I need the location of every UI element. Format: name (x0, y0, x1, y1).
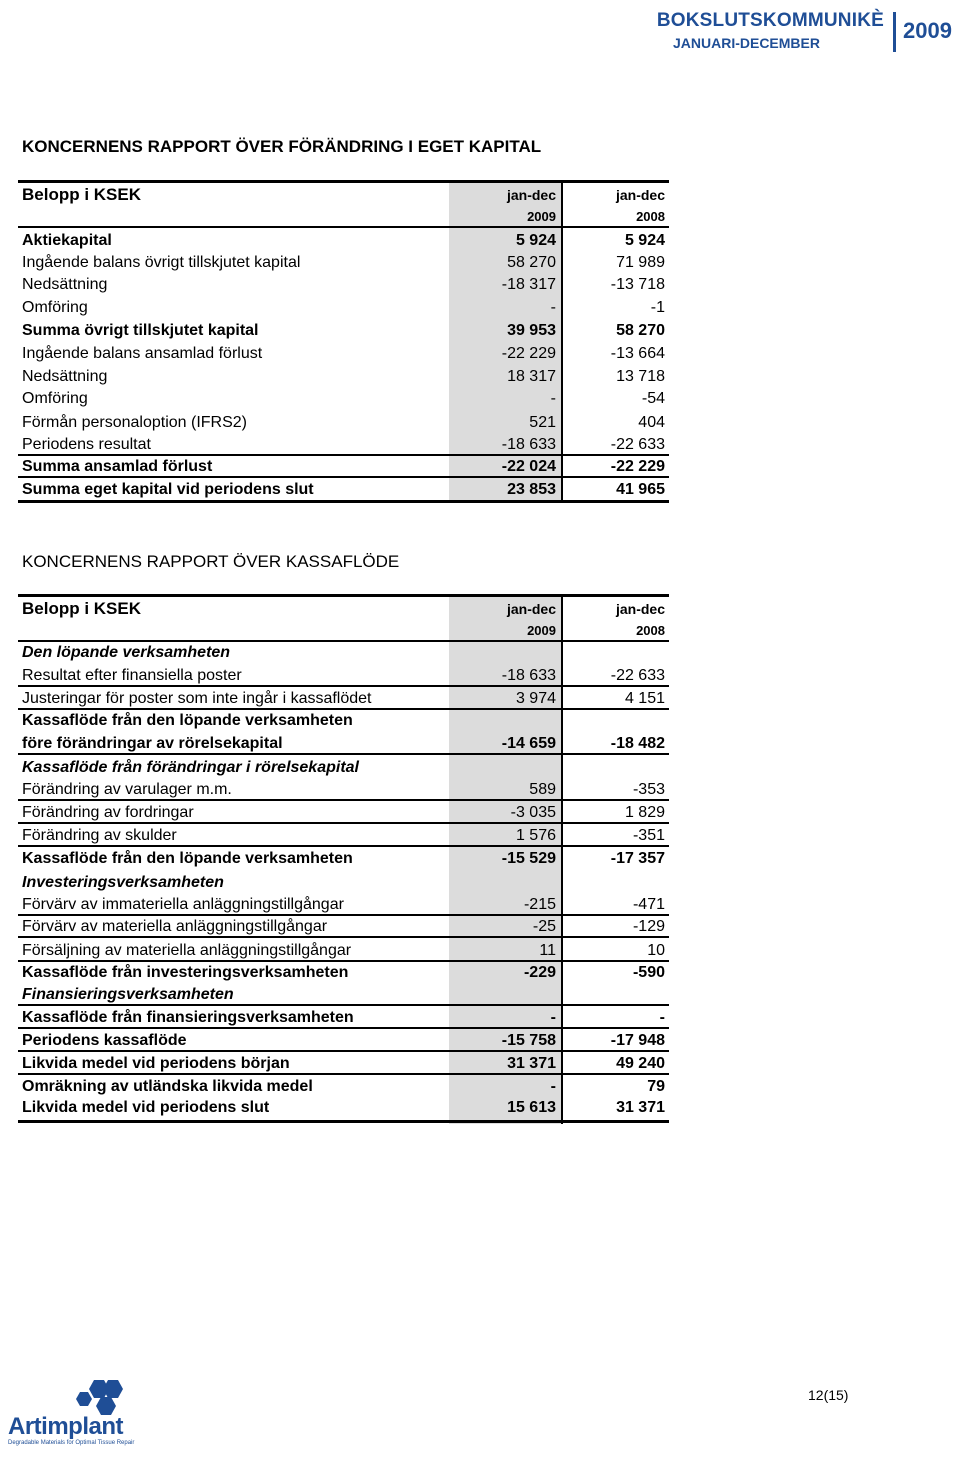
row-value-2008: -353 (632, 781, 665, 798)
row-label: Omräkning av utländska likvida medel (22, 1078, 313, 1095)
row-label: Försäljning av materiella anläggningstillgångar (22, 942, 352, 959)
equity-table (18, 180, 669, 503)
equity-heading: Belopp i KSEK (22, 185, 142, 204)
row-value-2009: -22 024 (501, 458, 556, 475)
row-value-2009: 3 974 (515, 690, 556, 707)
cashflow-heading: Belopp i KSEK (22, 599, 142, 618)
row-value-2009: -3 035 (510, 804, 556, 821)
row-label: före förändringar av rörelsekapital (22, 735, 283, 752)
cashflow-year-row (18, 620, 669, 642)
row-label: Nedsättning (22, 368, 108, 385)
row-value-2008: -1 (650, 299, 665, 316)
row-value-2008: -54 (641, 390, 665, 407)
row-value-2008: -590 (632, 964, 665, 981)
row-value-2009: 18 317 (507, 368, 556, 385)
row-value-2009: - (550, 1009, 556, 1026)
table-row (18, 1053, 669, 1075)
cashflow-section-title: KONCERNENS RAPPORT ÖVER KASSAFLÖDE (22, 552, 400, 571)
row-label: Likvida medel vid periodens slut (22, 1099, 270, 1116)
table-row (18, 1030, 669, 1052)
table-top-rule (18, 180, 669, 183)
row-value-2008: 5 924 (624, 232, 665, 249)
row-value-2009: -18 633 (501, 436, 556, 453)
table-row (18, 916, 669, 938)
table-row (18, 343, 669, 365)
row-value-2008: - (659, 1009, 665, 1026)
row-value-2008: -471 (632, 896, 665, 913)
table-row (18, 412, 669, 434)
row-value-2008: -129 (632, 918, 665, 935)
table-bottom-rule (18, 1120, 669, 1123)
report-year: 2009 (903, 18, 952, 43)
row-value-2009: -25 (532, 918, 556, 935)
row-label: Justeringar för poster som inte ingår i kassaflödet (22, 690, 372, 707)
table-row (18, 665, 669, 687)
row-value-2009: -18 317 (501, 276, 556, 293)
col2-period: jan-dec (615, 601, 665, 617)
row-value-2008: -22 633 (610, 436, 665, 453)
row-value-2009: -215 (523, 896, 556, 913)
row-label: Summa eget kapital vid periodens slut (22, 481, 314, 498)
row-label: Förändring av skulder (22, 827, 177, 844)
row-label: Ingående balans ansamlad förlust (22, 345, 263, 362)
row-value-2008: 58 270 (616, 322, 665, 339)
row-value-2009: 1 576 (515, 827, 556, 844)
report-header (626, 8, 956, 54)
table-row (18, 274, 669, 296)
row-label: Periodens resultat (22, 436, 151, 453)
table-row (18, 962, 669, 984)
report-title: BOKSLUTSKOMMUNIKÈ (656, 10, 884, 31)
page-number: 12(15) (808, 1387, 849, 1403)
table-bottom-rule (18, 500, 669, 503)
row-label: Aktiekapital (22, 232, 112, 249)
row-label: Förmån personaloption (IFRS2) (22, 414, 247, 431)
table-row (18, 894, 669, 916)
row-value-2008: 31 371 (616, 1099, 665, 1116)
row-label: Kassaflöde från den löpande verksamheten (22, 850, 353, 867)
row-value-2008: 10 (647, 942, 665, 959)
row-value-2008: 49 240 (616, 1055, 665, 1072)
row-label: Finansieringsverksamheten (22, 986, 234, 1003)
row-label: Kassaflöde från förändringar i rörelsekapital (22, 759, 359, 776)
col2-period: jan-dec (615, 187, 665, 203)
row-value-2008: -17 948 (610, 1032, 665, 1049)
table-row (18, 320, 669, 342)
table-row (18, 779, 669, 801)
hexagon-logo-icon (4, 1378, 134, 1418)
row-label: Summa övrigt tillskjutet kapital (22, 322, 259, 339)
row-value-2009: - (550, 390, 556, 407)
table-row (18, 434, 669, 456)
row-value-2009: 15 613 (507, 1099, 556, 1116)
row-value-2008: -351 (632, 827, 665, 844)
col1-year: 2009 (527, 209, 556, 224)
row-value-2009: -15 758 (501, 1032, 556, 1049)
table-row (18, 802, 669, 824)
table-row (18, 688, 669, 710)
table-row (18, 230, 669, 252)
row-value-2008: 13 718 (616, 368, 665, 385)
row-label: Förändring av fordringar (22, 804, 194, 821)
row-value-2009: 589 (529, 781, 556, 798)
table-row (18, 479, 669, 501)
row-label: Investeringsverksamheten (22, 874, 224, 891)
row-label: Den löpande verksamheten (22, 644, 231, 661)
row-value-2009: -15 529 (501, 850, 556, 867)
row-value-2009: -18 633 (501, 667, 556, 684)
equity-heading-row (18, 184, 669, 206)
row-value-2008: -18 482 (610, 735, 665, 752)
table-row (18, 297, 669, 319)
row-label: Kassaflöde från investeringsverksamheten (22, 964, 349, 981)
col2-year: 2008 (636, 209, 665, 224)
row-value-2008: 404 (638, 414, 665, 431)
cashflow-table (18, 594, 669, 1124)
report-period: JANUARI-DECEMBER (672, 35, 820, 51)
cashflow-heading-row (18, 598, 669, 620)
row-value-2008: -13 718 (610, 276, 665, 293)
table-row (18, 710, 669, 732)
row-value-2009: 31 371 (507, 1055, 556, 1072)
table-row (18, 940, 669, 962)
row-label: Summa ansamlad förlust (22, 458, 213, 475)
table-top-rule (18, 594, 669, 597)
row-value-2008: -17 357 (610, 850, 665, 867)
section-subheading (18, 984, 669, 1006)
section-subheading (18, 642, 669, 664)
row-value-2008: 71 989 (616, 254, 665, 271)
row-label: Periodens kassaflöde (22, 1032, 187, 1049)
row-label: Omföring (22, 299, 88, 316)
row-value-2009: 58 270 (507, 254, 556, 271)
row-label: Resultat efter finansiella poster (22, 667, 242, 684)
section-subheading (18, 872, 669, 894)
row-value-2008: -22 229 (610, 458, 665, 475)
col1-period: jan-dec (506, 601, 556, 617)
row-label: Förvärv av immateriella anläggningstillgångar (22, 896, 344, 913)
table-row (18, 456, 669, 478)
row-value-2008: 1 829 (624, 804, 665, 821)
col2-year: 2008 (636, 623, 665, 638)
equity-section-title: KONCERNENS RAPPORT ÖVER FÖRÄNDRING I EGET KAPITAL (22, 137, 542, 156)
row-value-2008: 4 151 (624, 690, 665, 707)
table-row (18, 252, 669, 274)
table-row (18, 848, 669, 870)
section-subheading (18, 757, 669, 779)
row-label: Kassaflöde från finansieringsverksamheten (22, 1009, 354, 1026)
row-value-2009: -14 659 (501, 735, 556, 752)
row-label: Kassaflöde från den löpande verksamheten (22, 712, 353, 729)
row-value-2009: 5 924 (515, 232, 556, 249)
company-logo (4, 1378, 134, 1453)
row-label: Likvida medel vid periodens början (22, 1055, 290, 1072)
row-value-2008: 41 965 (616, 481, 665, 498)
row-label: Förändring av varulager m.m. (22, 781, 232, 798)
row-value-2009: 521 (529, 414, 556, 431)
row-value-2008: 79 (647, 1078, 665, 1095)
table-row (18, 366, 669, 388)
row-value-2009: -229 (523, 964, 556, 981)
equity-year-row (18, 206, 669, 228)
row-label: Omföring (22, 390, 88, 407)
header-divider (893, 12, 896, 52)
logo-tagline: Degradable Materials for Optimal Tissue Repair (8, 1440, 135, 1446)
row-value-2009: - (550, 299, 556, 316)
table-row (18, 1076, 669, 1098)
row-value-2009: - (550, 1078, 556, 1095)
table-row (18, 1097, 669, 1119)
table-row (18, 388, 669, 410)
table-row (18, 825, 669, 847)
col1-period: jan-dec (506, 187, 556, 203)
logo-name: Artimplant (8, 1413, 123, 1440)
col1-year: 2009 (527, 623, 556, 638)
row-value-2009: 39 953 (507, 322, 556, 339)
row-label: Nedsättning (22, 276, 108, 293)
row-label: Ingående balans övrigt tillskjutet kapital (22, 254, 301, 271)
row-value-2009: -22 229 (501, 345, 556, 362)
table-row (18, 1007, 669, 1029)
row-value-2008: -22 633 (610, 667, 665, 684)
row-value-2009: 23 853 (507, 481, 556, 498)
row-label: Förvärv av materiella anläggningstillgångar (22, 918, 328, 935)
row-value-2009: 11 (539, 942, 556, 959)
table-row (18, 733, 669, 755)
row-value-2008: -13 664 (610, 345, 665, 362)
